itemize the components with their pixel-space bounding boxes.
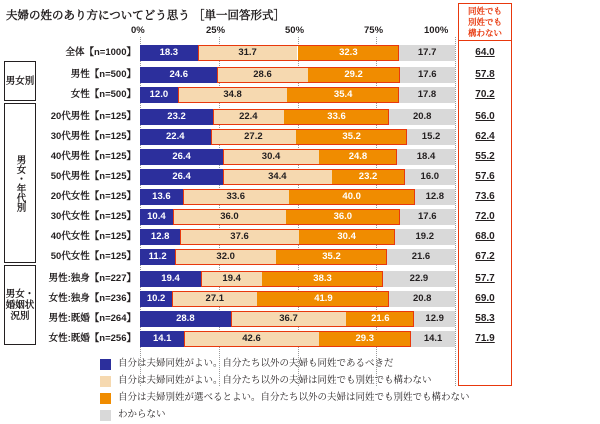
bar-segment: 32.3: [298, 45, 400, 61]
bar-segment: 38.3: [262, 271, 383, 287]
bar-segment: 26.4: [140, 169, 223, 185]
legend-label-0: 自分は夫婦同姓がよい。自分たち以外の夫婦も同姓であるべきだ: [118, 358, 394, 369]
bar-segment: 18.4: [397, 149, 455, 165]
total-header-line-2: 別姓でも: [467, 17, 502, 27]
bar-segment: 40.0: [289, 189, 415, 205]
chart-row: [0, 309, 600, 329]
row-total: 58.3: [475, 313, 495, 324]
row-bar: [140, 87, 455, 103]
bar-segment: 34.8: [178, 87, 288, 103]
bar-segment: 21.6: [387, 249, 455, 265]
chart-row: [0, 107, 600, 127]
bar-segment: 36.0: [286, 209, 399, 225]
bar-segment: 34.4: [223, 169, 331, 185]
row-bar: [140, 291, 455, 307]
bar-segment: 15.2: [407, 129, 455, 145]
bar-segment: 37.6: [180, 229, 298, 245]
row-label: 男性:独身【n=227】: [48, 273, 136, 284]
bar-segment: 36.7: [231, 311, 347, 327]
group-bracket-marital: 男女・婚姻状況別: [4, 265, 36, 345]
x-tick-4: 100%: [424, 25, 449, 36]
bar-segment: 33.6: [284, 109, 390, 125]
chart-row: [0, 227, 600, 247]
total-column-header: [459, 4, 511, 40]
row-bar: [140, 189, 455, 205]
group-bracket-agegroup: 男女・年代別: [4, 103, 36, 263]
chart-row: [0, 329, 600, 349]
bar-segment: 12.8: [140, 229, 180, 245]
chart-row: [0, 187, 600, 207]
bar-segment: 31.7: [198, 45, 298, 61]
bar-segment: 33.6: [183, 189, 289, 205]
row-bar: [140, 109, 455, 125]
bar-segment: 17.7: [399, 45, 455, 61]
row-total: 64.0: [475, 47, 495, 58]
bar-segment: 29.2: [308, 67, 400, 83]
chart-row: [0, 43, 600, 63]
bar-segment: 12.0: [140, 87, 178, 103]
row-label: 20代男性【n=125】: [50, 111, 136, 122]
row-total: 57.6: [475, 171, 495, 182]
row-label: 20代女性【n=125】: [50, 191, 136, 202]
row-bar: [140, 249, 455, 265]
chart-row: [0, 269, 600, 289]
bar-segment: 35.4: [287, 87, 399, 103]
bar-segment: 41.9: [257, 291, 389, 307]
bar-segment: 20.8: [389, 109, 455, 125]
row-label: 女性【n=500】: [70, 89, 136, 100]
bar-segment: 17.6: [400, 209, 455, 225]
total-header-line-3: 構わない: [467, 28, 502, 38]
bar-segment: 19.2: [395, 229, 455, 245]
row-label: 女性:既婚【n=256】: [48, 333, 136, 344]
bar-segment: 17.6: [400, 67, 455, 83]
bar-segment: 32.0: [175, 249, 276, 265]
chart-row: [0, 85, 600, 105]
bar-segment: 26.4: [140, 149, 223, 165]
row-total: 57.8: [475, 69, 495, 80]
bar-segment: 35.2: [296, 129, 407, 145]
bar-segment: 22.9: [383, 271, 455, 287]
row-total: 73.6: [475, 191, 495, 202]
chart-row: [0, 247, 600, 267]
bar-segment: 22.4: [213, 109, 284, 125]
chart-row: [0, 167, 600, 187]
row-bar: [140, 67, 455, 83]
bar-segment: 27.1: [172, 291, 257, 307]
row-bar: [140, 229, 455, 245]
bar-segment: 35.2: [276, 249, 387, 265]
chart-row: [0, 207, 600, 227]
legend-item-2: [100, 390, 520, 406]
row-bar: [140, 45, 455, 61]
row-total: 68.0: [475, 231, 495, 242]
row-total: 67.2: [475, 251, 495, 262]
legend-swatch-2: [100, 393, 111, 404]
group-bracket-gender: 男女別: [4, 61, 36, 101]
row-bar: [140, 271, 455, 287]
x-tick-1: 25%: [206, 25, 226, 36]
legend-swatch-0: [100, 359, 111, 370]
bar-segment: 24.8: [319, 149, 397, 165]
chart-row: [0, 289, 600, 309]
bar-segment: 19.4: [140, 271, 201, 287]
row-label: 30代男性【n=125】: [50, 131, 136, 142]
bar-segment: 10.4: [140, 209, 173, 225]
bar-segment: 22.4: [140, 129, 211, 145]
bar-segment: 30.4: [299, 229, 395, 245]
row-total: 71.9: [475, 333, 495, 344]
legend-swatch-3: [100, 410, 111, 421]
bar-segment: 21.6: [346, 311, 414, 327]
bar-segment: 23.2: [332, 169, 405, 185]
bar-segment: 12.8: [415, 189, 455, 205]
row-total: 70.2: [475, 89, 495, 100]
total-header-line-1: 同姓でも: [467, 6, 502, 16]
row-label: 40代男性【n=125】: [50, 151, 136, 162]
bar-segment: 10.2: [140, 291, 172, 307]
row-label: 50代男性【n=125】: [50, 171, 136, 182]
bar-segment: 17.8: [399, 87, 455, 103]
row-bar: [140, 331, 455, 347]
bar-segment: 42.6: [184, 331, 318, 347]
row-label: 30代女性【n=125】: [50, 211, 136, 222]
row-total: 69.0: [475, 293, 495, 304]
chart-rows: [0, 39, 600, 349]
row-label: 50代女性【n=125】: [50, 251, 136, 262]
bar-segment: 20.8: [389, 291, 455, 307]
legend: [100, 356, 520, 424]
row-total: 55.2: [475, 151, 495, 162]
bar-segment: 29.3: [319, 331, 411, 347]
row-total: 57.7: [475, 273, 495, 284]
bar-segment: 28.8: [140, 311, 231, 327]
row-label: 女性:独身【n=236】: [48, 293, 136, 304]
bar-segment: 14.1: [140, 331, 184, 347]
bar-segment: 30.4: [223, 149, 319, 165]
bar-segment: 24.6: [140, 67, 217, 83]
x-tick-3: 75%: [364, 25, 384, 36]
chart-row: [0, 147, 600, 167]
row-bar: [140, 209, 455, 225]
bar-segment: 28.6: [217, 67, 307, 83]
bar-segment: 16.0: [405, 169, 455, 185]
legend-label-3: わからない: [118, 409, 166, 420]
bar-segment: 27.2: [211, 129, 297, 145]
bar-segment: 11.2: [140, 249, 175, 265]
bar-segment: 14.1: [411, 331, 455, 347]
row-label: 全体【n=1000】: [65, 47, 136, 58]
legend-item-0: [100, 356, 520, 372]
bar-segment: 19.4: [201, 271, 262, 287]
row-bar: [140, 149, 455, 165]
row-total: 62.4: [475, 131, 495, 142]
row-total: 72.0: [475, 211, 495, 222]
legend-label-1: 自分は夫婦同姓がよい。自分たち以外の夫婦は同姓でも別姓でも構わない: [118, 375, 432, 386]
chart-row: [0, 127, 600, 147]
row-label: 男性【n=500】: [70, 69, 136, 80]
bar-segment: 13.6: [140, 189, 183, 205]
bar-segment: 36.0: [173, 209, 286, 225]
row-bar: [140, 311, 455, 327]
chart-row: [0, 65, 600, 85]
x-tick-0: 0%: [131, 25, 145, 36]
row-label: 40代女性【n=125】: [50, 231, 136, 242]
row-total: 56.0: [475, 111, 495, 122]
page-title: 夫婦の姓のあり方についてどう思う ［単一回答形式］: [6, 10, 285, 22]
bar-segment: 18.3: [140, 45, 198, 61]
x-tick-2: 50%: [285, 25, 305, 36]
legend-swatch-1: [100, 376, 111, 387]
row-bar: [140, 169, 455, 185]
legend-label-2: 自分は夫婦別姓が選べるとよい。自分たち以外の夫婦は同姓でも別姓でも構わない: [118, 392, 470, 403]
bar-segment: 23.2: [140, 109, 213, 125]
row-bar: [140, 129, 455, 145]
legend-item-1: [100, 373, 520, 389]
bar-segment: 12.9: [414, 311, 455, 327]
row-label: 男性:既婚【n=264】: [48, 313, 136, 324]
legend-item-3: [100, 407, 520, 423]
